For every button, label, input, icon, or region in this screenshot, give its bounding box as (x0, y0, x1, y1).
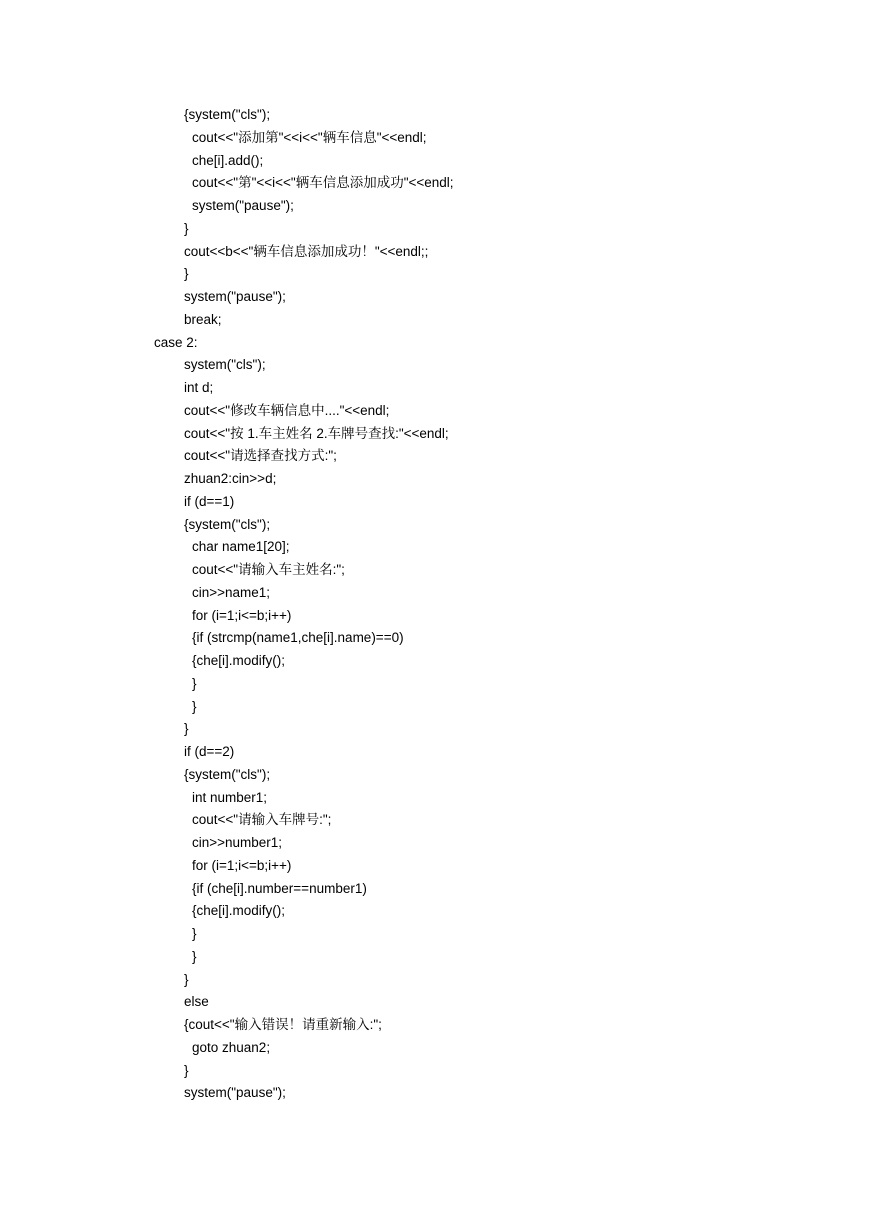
code-line: cout<<"添加第"<<i<<"辆车信息"<<endl; (192, 129, 427, 145)
code-line: if (d==1) (184, 493, 235, 509)
code-line: {if (che[i].number==number1) (192, 880, 367, 896)
code-line: char name1[20]; (192, 539, 290, 555)
code-line: break; (184, 311, 222, 327)
code-line: system("pause"); (192, 198, 294, 213)
code-line: if (d==2) (184, 744, 235, 759)
code-line: } (184, 220, 189, 236)
code-line: for (i=1;i<=b;i++) (192, 607, 292, 623)
code-line: } (184, 721, 189, 737)
code-line: cout<<"按 1.车主姓名 2.车牌号查找:"<<endl; (184, 425, 449, 441)
code-line: {system("cls"); (184, 766, 271, 782)
code-line: int d; (184, 380, 214, 395)
code-line: cout<<"请输入车主姓名:"; (192, 562, 345, 577)
code-line: for (i=1;i<=b;i++) (192, 857, 292, 873)
code-line: } (192, 698, 197, 714)
code-line: system("cls"); (184, 357, 266, 373)
code-line: {cout<<"输入错误！请重新输入:"; (184, 1017, 382, 1032)
code-line: cin>>number1; (192, 835, 283, 850)
code-line: case 2: (154, 334, 198, 350)
code-line: } (192, 926, 197, 941)
code-line: {system("cls"); (184, 516, 271, 532)
code-line: cout<<b<<"辆车信息添加成功！"<<endl;; (184, 243, 429, 259)
code-line: else (184, 994, 209, 1010)
code-line: } (184, 1062, 189, 1078)
code-line: che[i].add(); (192, 152, 264, 168)
code-line: } (192, 675, 197, 691)
code-line: cin>>name1; (192, 584, 271, 600)
code-line: int number1; (192, 789, 268, 805)
code-line: {if (strcmp(name1,che[i].name)==0) (192, 630, 404, 646)
code-line: } (192, 948, 197, 964)
code-line: cout<<"修改车辆信息中...."<<endl; (184, 402, 390, 418)
code-line: goto zhuan2; (192, 1039, 271, 1055)
code-document (0, 104, 869, 1105)
code-line: {che[i].modify(); (192, 653, 286, 668)
code-line: {che[i].modify(); (192, 903, 286, 919)
code-line: cout<<"请输入车牌号:"; (192, 812, 332, 828)
code-line: zhuan2:cin>>d; (184, 471, 277, 486)
code-line: system("pause"); (184, 1085, 286, 1101)
code-line: } (184, 266, 189, 282)
code-line: cout<<"第"<<i<<"辆车信息添加成功"<<endl; (192, 175, 454, 191)
code-line: cout<<"请选择查找方式:"; (184, 448, 337, 464)
code-line: system("pause"); (184, 289, 286, 304)
code-line: {system("cls"); (184, 107, 271, 122)
code-line: } (184, 971, 189, 987)
